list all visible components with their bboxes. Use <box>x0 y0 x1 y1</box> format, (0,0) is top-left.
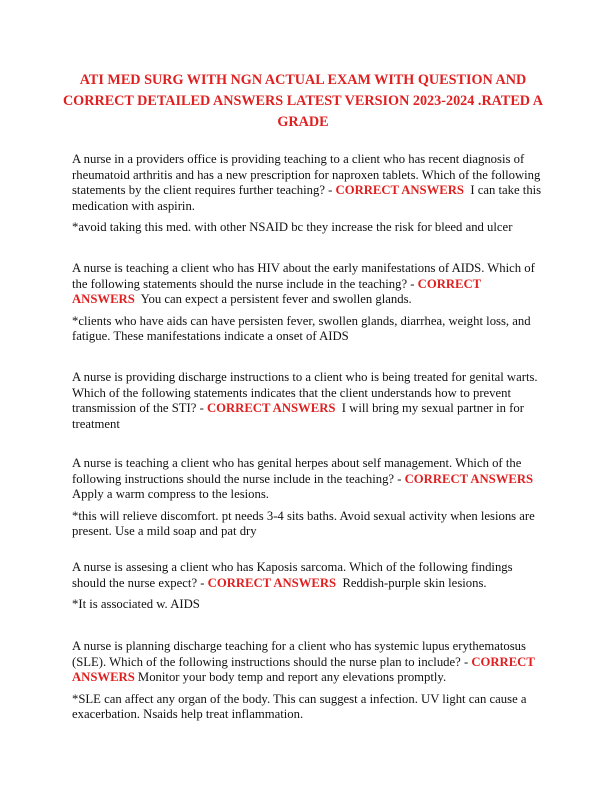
question <box>72 152 542 214</box>
correct-answers-label: CORRECT ANSWERS <box>72 654 535 685</box>
rationale: *clients who have aids can have persisten fever, swollen glands, diarrhea, weight loss, and fatigue. These manifestations indicate a onset of AIDS <box>72 313 531 344</box>
qa-item-2 <box>72 261 542 345</box>
separator: - <box>197 575 208 590</box>
answer-text: Reddish-purple skin lesions. <box>342 575 487 590</box>
qa-item-1 <box>72 152 542 236</box>
question-text: A nurse in a providers office is providing teaching to a client who has recent diagnosis of rheumatoid arthritis and has a new prescription for naproxen tablets. Which of the following statements by the client requires further teaching? <box>72 152 541 198</box>
answer-text: Monitor your body temp and report any elevations promptly. <box>137 670 447 685</box>
correct-answers-label: CORRECT ANSWERS <box>206 401 336 416</box>
question-text: A nurse is teaching a client who has genital herpes about self management. Which of the following instructions should the nurse include in the teaching? <box>72 456 522 486</box>
answer-text: I can take this medication with aspirin. <box>72 183 542 213</box>
separator: - <box>196 401 207 416</box>
question-text: A nurse is planning discharge teaching for a client who has systemic lupus erythematosus (SLE). Which of the following instructions should the nurse plan to include? <box>72 639 526 669</box>
separator: - <box>394 471 405 486</box>
answer-text: You can expect a persistent fever and swollen glands. <box>140 292 412 307</box>
qa-item-5 <box>72 560 542 613</box>
qa-item-6 <box>72 639 542 723</box>
correct-answers-label: CORRECT ANSWERS <box>72 276 481 307</box>
qa-item-3 <box>72 370 542 432</box>
rationale: *this will relieve discomfort. pt needs 3-4 sits baths. Avoid sexual activity when lesions are present. Use a mild soap and pat dry <box>72 508 535 539</box>
separator: - <box>460 654 472 669</box>
rationale: *It is associated w. AIDS <box>72 597 200 612</box>
question <box>72 639 542 686</box>
separator: - <box>324 183 336 198</box>
question-text: A nurse is assesing a client who has Kaposis sarcoma. Which of the following findings should the nurse expect? <box>72 560 513 590</box>
answer-text: I will bring my sexual partner in for treatment <box>72 401 524 431</box>
question <box>72 370 542 432</box>
question <box>72 261 542 308</box>
correct-answers-label: CORRECT ANSWERS <box>335 183 464 198</box>
question <box>72 560 542 591</box>
question <box>72 456 542 503</box>
rationale: *avoid taking this med. with other NSAID bc they increase the risk for bleed and ulcer <box>72 220 513 235</box>
correct-answers-label: CORRECT ANSWERS <box>404 471 534 486</box>
question-text: A nurse is providing discharge instructions to a client who is being treated for genital warts. Which of the following statements indicates that the client understands how to prevent transmission of the STI? <box>72 370 538 416</box>
document-title: ATI MED SURG WITH NGN ACTUAL EXAM WITH QUESTION AND CORRECT DETAILED ANSWERS LATEST VERSION 2023-2024 .RATED A GRADE <box>62 72 544 130</box>
correct-answers-label: CORRECT ANSWERS <box>207 575 337 590</box>
qa-item-4 <box>72 456 542 540</box>
separator: - <box>407 276 418 291</box>
question-text: A nurse is teaching a client who has HIV about the early manifestations of AIDS. Which of the following statements should the nurse include in the teaching? <box>72 261 535 291</box>
rationale: *SLE can affect any organ of the body. This can suggest a infection. UV light can cause a exacerbation. Nsaids help treat inflammation. <box>72 691 527 722</box>
answer-text: Apply a warm compress to the lesions. <box>72 487 269 502</box>
